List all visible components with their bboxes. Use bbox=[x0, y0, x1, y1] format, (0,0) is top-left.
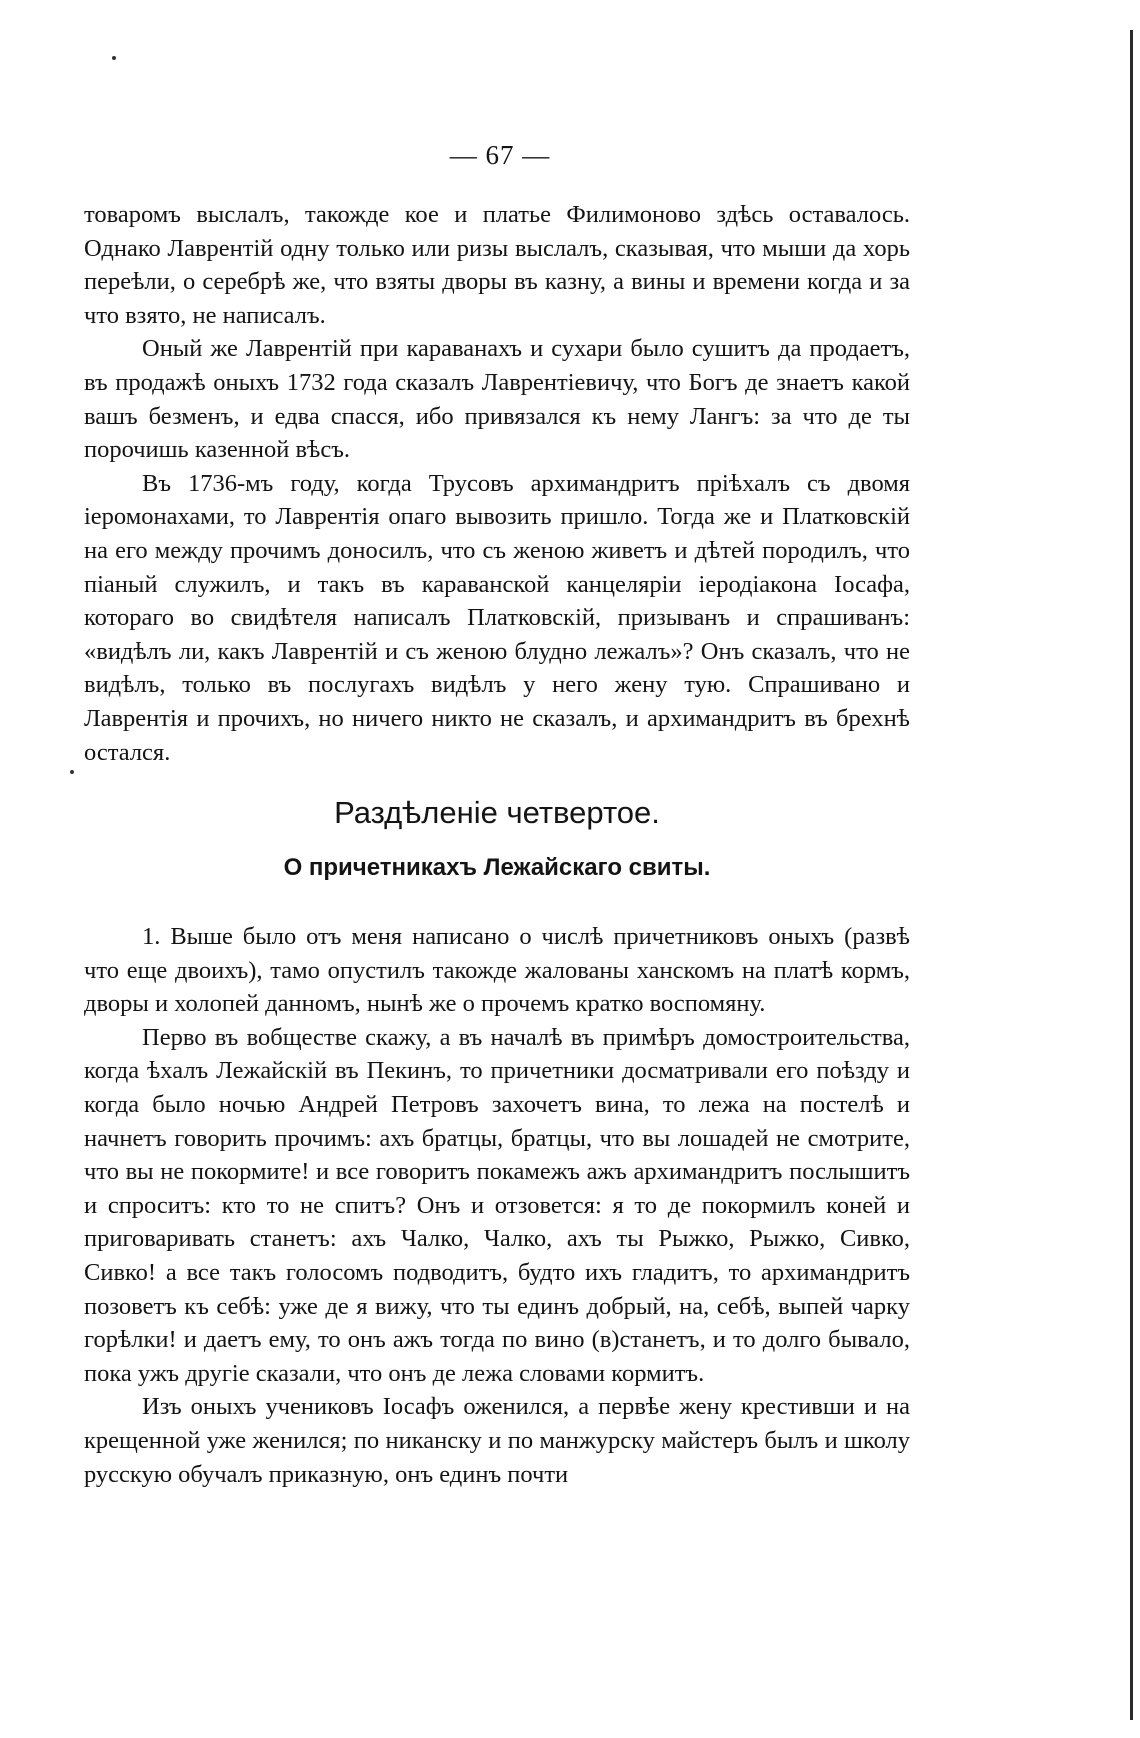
scan-speck bbox=[70, 770, 74, 774]
section-subtitle: О причетникахъ Лежайскаго свиты. bbox=[283, 854, 711, 881]
text-block-bottom bbox=[84, 920, 910, 1491]
paragraph: 1. Выше было отъ меня написано о числѣ причетниковъ оныхъ (развѣ что еще двоихъ), тамо опустилъ такожде жалованы ханскомъ на платѣ кормъ, дворы и холопей данномъ, нынѣ же о прочемъ кратко воспомяну. bbox=[84, 923, 910, 1018]
page-number: — 67 — bbox=[449, 140, 551, 170]
scan-speck bbox=[112, 56, 116, 60]
section-title: Раздѣленіе четвертое. bbox=[334, 795, 660, 830]
paragraph: Перво въ вобществе скажу, а въ началѣ въ примѣръ домостроительства, когда ѣхалъ Лежайскій въ Пекинъ, то причетники досматривали его поѣзду и когда было ночью Андрей Петровъ захочетъ вина, то лежа на постелѣ и начнетъ говорить прочимъ: ахъ братцы, братцы, что вы лошадей не смотрите, что вы не покормите! и все говоритъ покамежъ ажъ архимандритъ послышитъ и спроситъ: кто то не спитъ? Онъ и отзовется: я то де покормилъ коней и приговаривать станетъ: ахъ Чалко, Чалко, ахъ ты Рыжко, Рыжко, Сивко, Сивко! а все такъ голосомъ подводитъ, будто ихъ гладитъ, то архимандритъ позоветъ къ себѣ: уже де я вижу, что ты единъ добрый, на, себѣ, выпей чарку горѣлки! и даетъ ему, то онъ ажъ тогда по вино (в)станетъ, и то долго бывало, пока ужъ другіе сказали, что онъ де лежа словами кормитъ. bbox=[84, 1023, 910, 1387]
paragraph: Оный же Лаврентій при караванахъ и сухари было сушитъ да продаетъ, въ продажѣ оныхъ 1732 года сказалъ Лаврентіевичу, что Богъ де знаетъ какой вашъ безменъ, и едва спасся, ибо привязался къ нему Лангъ: за что де ты порочишь казенной вѣсъ. bbox=[84, 335, 910, 464]
paragraph: товаромъ выслалъ, такожде кое и платье Филимоново здѣсь оставалось. Однако Лаврентій одну только или ризы выслалъ, сказывая, что мыши да хорь переѣли, о серебрѣ же, что взяты дворы въ казну, а вины и времени когда и за что взято, не написалъ. bbox=[84, 201, 910, 329]
text-block-top bbox=[84, 198, 910, 769]
scan-edge-line bbox=[1130, 30, 1133, 1720]
paragraph: Въ 1736-мъ году, когда Трусовъ архимандритъ пріѣхалъ съ двомя іеромонахами, то Лаврентія опаго вывозить пришло. Тогда же и Платковскій на его между прочимъ доносилъ, что съ женою живетъ и дѣтей породилъ, что піаный служилъ, и такъ въ караванской канцеляріи іеродіакона Іосафа, котораго во свидѣтеля написалъ Платковскій, призыванъ и спрашиванъ: «видѣлъ ли, какъ Лаврентій и съ женою блудно лежалъ»? Онъ сказалъ, что не видѣлъ, только въ послугахъ видѣлъ у него жену тую. Спрашивано и Лаврентія и прочихъ, но ничего никто не сказалъ, и архимандритъ въ брехнѣ остался. bbox=[84, 469, 910, 766]
paragraph: Изъ оныхъ учениковъ Іосафъ оженился, а первѣе жену крестивши и на крещенной уже женился; по никанску и по манжурску майстеръ былъ и школу русскую обучалъ приказную, онъ единъ почти bbox=[84, 1393, 910, 1488]
